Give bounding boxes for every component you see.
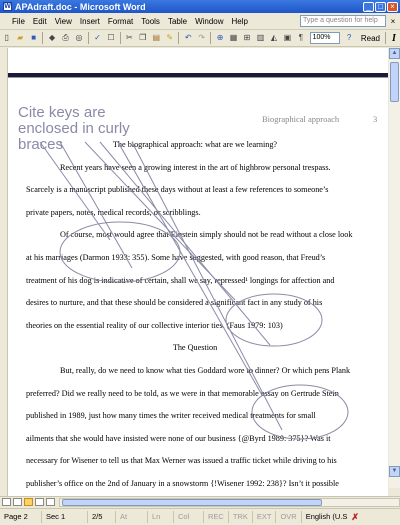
menu-insert[interactable]: Insert [79, 16, 100, 26]
callout-annotation: Cite keys are enclosed in curly braces [18, 104, 130, 153]
drawing-icon[interactable]: ◭ [270, 33, 278, 42]
vertical-scroll-thumb[interactable] [390, 62, 399, 102]
zoom-select[interactable]: 100% [310, 32, 341, 44]
left-ruler [0, 48, 8, 506]
format-painter-icon[interactable]: ✎ [166, 33, 174, 42]
paragraph-line: ailments that she would have insisted were none of our business {@Byrd 1989: 375}? Was it [26, 433, 331, 443]
paragraph-line: published in 1989, just how many times the writer received medical treatments for small [26, 411, 316, 421]
paragraph-line: Scarcely is a manuscript published these days without at least a few references to someone’s [26, 185, 329, 195]
running-head: Biographical approach [262, 114, 340, 124]
status-pages: 2/5 [88, 511, 116, 523]
paragraph-line: desires to nurture, and that these should be considered a significant fact in any study of his [26, 298, 323, 308]
scroll-up-arrow-icon[interactable]: ▲ [389, 48, 400, 59]
status-ovr[interactable]: OVR [276, 511, 301, 523]
italic-button[interactable]: I [392, 32, 396, 44]
undo-icon[interactable]: ↶ [184, 33, 192, 42]
minimize-button[interactable]: _ [363, 2, 374, 12]
status-rec[interactable]: REC [204, 511, 229, 523]
toolbar-separator [210, 32, 211, 44]
print-preview-icon[interactable]: ◎ [75, 33, 83, 42]
menu-file[interactable]: File [12, 16, 25, 26]
scroll-down-arrow-icon[interactable]: ▼ [389, 466, 400, 477]
toolbar-separator [178, 32, 179, 44]
page-number: 3 [373, 114, 378, 124]
paragraph-line: private papers, notes, medical records, or scribblings. [26, 207, 201, 217]
menu-view[interactable]: View [54, 16, 72, 26]
paragraph-line: treatment of his dog is indicative of certain, shall we say, repressed¹ longings for affection and [26, 275, 335, 285]
menu-format[interactable]: Format [107, 16, 134, 26]
paragraph-line: Recent years have seen a growing interest in the art of highbrow personal trespass. [60, 162, 331, 172]
paste-icon[interactable]: ▤ [152, 33, 161, 42]
paragraph-line: But, really, do we need to know what ties Goddard wore to dinner? Or which pens Plank [60, 365, 351, 375]
toolbar-separator [120, 32, 121, 44]
status-bar [0, 508, 400, 525]
status-ext[interactable]: EXT [253, 511, 277, 523]
document-body[interactable] [26, 140, 384, 506]
reading-layout-view-button[interactable] [46, 498, 55, 506]
insert-table-icon[interactable]: ⊞ [243, 33, 251, 42]
status-language[interactable]: English (U.S [305, 512, 348, 521]
permission-icon[interactable]: ◆ [49, 33, 56, 42]
close-document-icon[interactable]: × [390, 16, 396, 26]
paragraph-line: publisher’s office on the 2nd of January in a snowstorm {!Wisener 1992: 238}? Isn’t it possible [26, 478, 339, 488]
help-icon[interactable]: ? [346, 33, 352, 42]
status-trk[interactable]: TRK [229, 511, 253, 523]
read-button[interactable]: Read [360, 33, 380, 43]
toolbar-separator [385, 32, 386, 44]
redo-icon[interactable]: ↷ [198, 33, 205, 42]
status-section: Sec 1 [42, 511, 88, 523]
status-column: Col [174, 511, 204, 523]
document-area[interactable] [8, 48, 388, 506]
columns-icon[interactable]: ▥ [256, 33, 265, 42]
page-break-shadow [8, 77, 388, 78]
save-icon[interactable]: ■ [31, 33, 37, 42]
menu-tools[interactable]: Tools [141, 16, 160, 26]
menu-bar [0, 13, 400, 30]
status-page: Page 2 [0, 511, 42, 523]
toolbar-separator [88, 32, 89, 44]
view-bar [0, 496, 400, 507]
menu-help[interactable]: Help [231, 16, 248, 26]
paragraph-line: preferred? Did we really need to be told, as we were in that memorable essay on Gertrude Stein [26, 388, 339, 398]
show-hide-icon[interactable]: ¶ [298, 33, 304, 42]
toolbar-separator [42, 32, 43, 44]
vertical-scrollbar[interactable] [389, 48, 400, 488]
cut-icon[interactable]: ✂ [125, 33, 133, 42]
spelling-status-icon[interactable]: ✗ [351, 511, 359, 522]
copy-icon[interactable]: ❐ [139, 33, 147, 42]
status-line: Ln [148, 511, 174, 523]
status-at: At [116, 511, 148, 523]
section-heading: The Question [172, 343, 218, 353]
tables-borders-icon[interactable]: ▦ [229, 33, 238, 42]
hyperlink-icon[interactable]: ⊕ [216, 33, 224, 42]
normal-view-button[interactable] [2, 498, 11, 506]
menu-table[interactable]: Table [167, 16, 188, 26]
menu-window[interactable]: Window [195, 16, 224, 26]
title-bar [0, 0, 400, 13]
horizontal-scroll-thumb[interactable] [62, 499, 322, 506]
spelling-icon[interactable]: ✓ [94, 33, 101, 42]
menu-edit[interactable]: Edit [32, 16, 47, 26]
word-app-icon[interactable]: W [4, 3, 11, 10]
print-layout-view-button[interactable] [24, 498, 33, 506]
document-map-icon[interactable]: ▣ [283, 33, 292, 42]
help-search-input[interactable]: Type a question for help [300, 15, 386, 27]
previous-page-bottom [8, 48, 388, 73]
paragraph-line: theories on the essential reality of our collective interior ties. (Faus 1979: 103) [26, 320, 283, 330]
paragraph-line: necessary for Wisener to tell us that Max Werner was issued a traffic ticket while driving to his [26, 456, 337, 466]
new-document-icon[interactable]: ▯ [4, 33, 9, 42]
outline-view-button[interactable] [35, 498, 44, 506]
close-button[interactable]: × [387, 2, 398, 12]
standard-toolbar [0, 30, 400, 47]
maximize-button[interactable]: □ [375, 2, 386, 12]
paragraph-line: at his marriages (Darmon 1933: 355). Some have suggested, with good reason, that Freud’s [26, 252, 326, 262]
web-layout-view-button[interactable] [13, 498, 22, 506]
horizontal-scrollbar[interactable] [59, 498, 400, 507]
window-title: APAdraft.doc - Microsoft Word [15, 1, 146, 12]
research-icon[interactable]: ☐ [107, 33, 115, 42]
section-heading: The biographical approach: what are we learning? [112, 140, 278, 149]
open-folder-icon[interactable]: ▰ [17, 33, 24, 42]
print-icon[interactable]: ⎙ [62, 33, 69, 42]
paragraph-line: Of course, most would agree that Einstein simply should not be read without a close look [60, 230, 353, 240]
